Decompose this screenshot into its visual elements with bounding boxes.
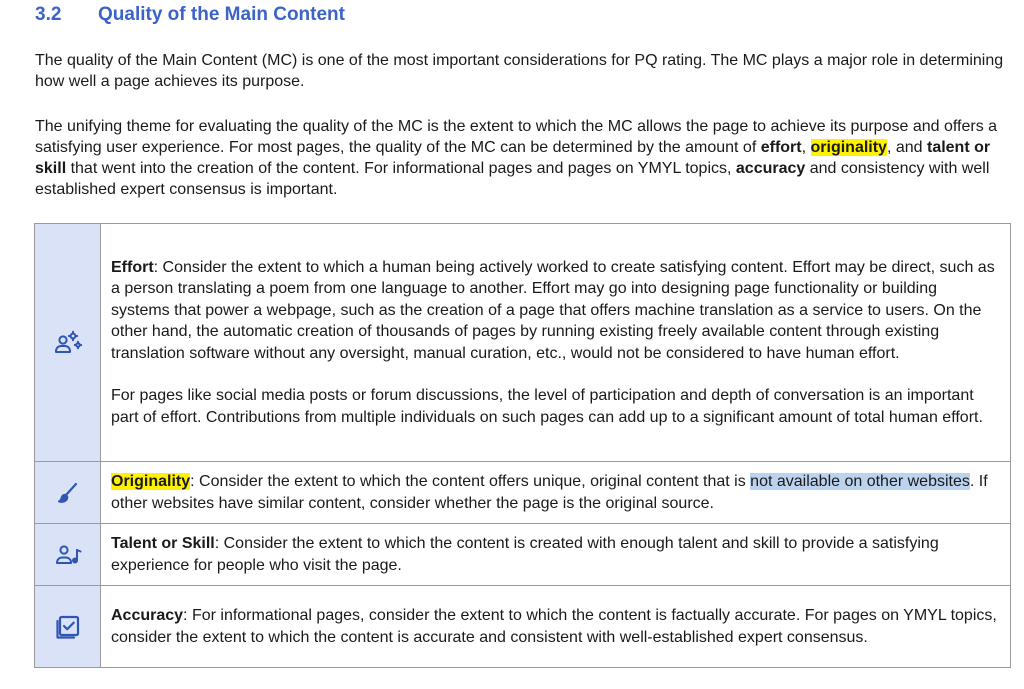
criteria-icon-cell [35, 462, 101, 524]
criteria-icon-cell [35, 224, 101, 462]
criteria-row-accuracy [35, 586, 1011, 668]
criteria-table [34, 223, 1011, 668]
effort-description: : Consider the extent to which a human being actively worked to create satisfying content. Effort may be direct, such as a person translating a poem from one language to another. Effort may go into designing page functionality or building systems that power a webpage, such as the creation of a page that offers machine translation as a service to users. On the other hand, the automatic creation of thousands of pages by running existing freely available content through existing translation software without any oversight, manual curation, etc., would not be considered to have human effort. [111, 258, 995, 362]
section-heading [35, 4, 345, 26]
originality-description-a: : Consider the extent to which the content offers unique, original content that is [190, 473, 751, 490]
originality-paragraph [111, 471, 1000, 514]
person-gears-icon [53, 330, 83, 356]
section-title: Quality of the Main Content [98, 4, 345, 25]
criteria-text-talent [101, 524, 1011, 586]
term-effort: effort [760, 139, 802, 156]
intro-paragraph-1: The quality of the Main Content (MC) is one of the most important considerations for PQ rating. The MC plays a major role in determining how well a page achieves its purpose. [35, 52, 1004, 90]
intro-p2-text-2: , [801, 139, 811, 156]
accuracy-description: : For informational pages, consider the extent to which the content is factually accurate. For pages on YMYL topics, consider the extent to which the content is accurate and consistent with well-established expert consensus. [111, 607, 997, 646]
term-originality-highlighted: originality [810, 139, 887, 156]
criteria-row-originality [35, 462, 1011, 524]
criteria-row-effort [35, 224, 1011, 462]
talent-paragraph [111, 533, 1000, 576]
term-accuracy: accuracy [735, 160, 806, 177]
criteria-term-effort: Effort [111, 258, 154, 276]
checkbox-icon [55, 614, 81, 640]
intro-p2-text-4: that went into the creation of the content. For informational pages and pages on YMYL topics, [66, 160, 736, 177]
term-talent-or-skill: talent or skill [35, 139, 991, 177]
intro-p2-text-3: , and [886, 139, 927, 156]
intro-p2-text-5: and consistency with well established expert consensus is important. [35, 160, 990, 198]
intro-p2-text-1: The unifying theme for evaluating the quality of the MC is the extent to which the MC allows the page to achieve its purpose and offers a satisfying user experience. For most pages, the quality of the MC can be determined by the amount of [35, 118, 998, 156]
criteria-row-talent [35, 524, 1011, 586]
criteria-text-originality [101, 462, 1011, 524]
originality-description-b: . If other websites have similar content, consider whether the page is the original source. [111, 473, 988, 512]
criteria-text-accuracy [101, 586, 1011, 668]
intro-paragraph-2 [35, 116, 1010, 200]
accuracy-paragraph [111, 605, 1000, 648]
criteria-term-accuracy: Accuracy [111, 607, 184, 624]
criteria-term-talent: Talent or Skill [111, 535, 215, 552]
criteria-term-originality: Originality [111, 473, 191, 490]
section-number: 3.2 [35, 4, 62, 25]
criteria-icon-cell [35, 586, 101, 668]
effort-paragraph-1 [111, 257, 1000, 365]
criteria-text-effort [101, 224, 1011, 462]
effort-paragraph-2: For pages like social media posts or forum discussions, the level of participation and depth of conversation is an important part of effort. Contributions from multiple individuals on such pages can add up to a significant amount of total human effort. [111, 387, 983, 426]
criteria-icon-cell [35, 524, 101, 586]
talent-description: : Consider the extent to which the content is created with enough talent and skill to provide a satisfying experience for people who visit the page. [111, 535, 939, 574]
originality-highlighted-phrase: not available on other websites [750, 473, 970, 490]
paintbrush-icon [55, 480, 81, 506]
person-music-icon [54, 542, 82, 568]
